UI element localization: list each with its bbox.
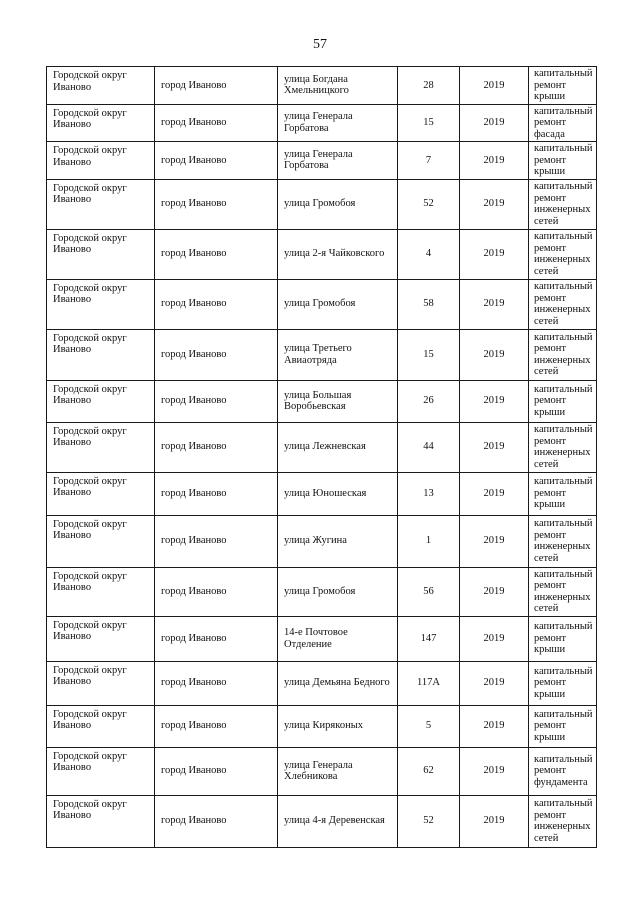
- year-cell: 2019: [460, 179, 529, 229]
- work-type-cell: капитальный ремонт крыши: [529, 661, 597, 705]
- house-number-cell: 52: [398, 795, 460, 847]
- page-number: 57: [313, 37, 327, 52]
- work-type-cell: капитальный ремонт фундамента: [529, 747, 597, 795]
- work-type-cell: капитальный ремонт крыши: [529, 705, 597, 747]
- house-number-cell: 117А: [398, 661, 460, 705]
- year-cell: 2019: [460, 229, 529, 279]
- table-row: [47, 616, 597, 661]
- table-row: [47, 795, 597, 847]
- district-cell: Городской округ Иваново: [47, 229, 155, 279]
- street-cell: улица Третьего Авиаотряда: [278, 329, 398, 380]
- table-row: [47, 661, 597, 705]
- street-cell: улица Генерала Горбатова: [278, 104, 398, 142]
- work-type-cell: капитальный ремонт крыши: [529, 472, 597, 515]
- table-body: [47, 67, 597, 848]
- house-number-cell: 15: [398, 104, 460, 142]
- year-cell: 2019: [460, 380, 529, 422]
- city-cell: город Иваново: [155, 616, 278, 661]
- table-row: [47, 567, 597, 616]
- city-cell: город Иваново: [155, 795, 278, 847]
- year-cell: 2019: [460, 515, 529, 567]
- city-cell: город Иваново: [155, 422, 278, 472]
- work-type-cell: капитальный ремонт крыши: [529, 616, 597, 661]
- house-number-cell: 13: [398, 472, 460, 515]
- year-cell: 2019: [460, 661, 529, 705]
- house-number-cell: 58: [398, 279, 460, 329]
- district-cell: Городской округ Иваново: [47, 747, 155, 795]
- district-cell: Городской округ Иваново: [47, 104, 155, 142]
- table-row: [47, 747, 597, 795]
- district-cell: Городской округ Иваново: [47, 567, 155, 616]
- city-cell: город Иваново: [155, 142, 278, 180]
- year-cell: 2019: [460, 747, 529, 795]
- city-cell: город Иваново: [155, 380, 278, 422]
- street-cell: улица Большая Воробьевская: [278, 380, 398, 422]
- house-number-cell: 26: [398, 380, 460, 422]
- table-row: [47, 515, 597, 567]
- table-row: [47, 380, 597, 422]
- year-cell: 2019: [460, 616, 529, 661]
- house-number-cell: 1: [398, 515, 460, 567]
- district-cell: Городской округ Иваново: [47, 422, 155, 472]
- table-row: [47, 67, 597, 105]
- year-cell: 2019: [460, 67, 529, 105]
- work-type-cell: капитальный ремонт фасада: [529, 104, 597, 142]
- street-cell: улица Киряконых: [278, 705, 398, 747]
- district-cell: Городской округ Иваново: [47, 380, 155, 422]
- house-number-cell: 28: [398, 67, 460, 105]
- street-cell: улица Громобоя: [278, 567, 398, 616]
- year-cell: 2019: [460, 795, 529, 847]
- table-row: [47, 104, 597, 142]
- house-number-cell: 62: [398, 747, 460, 795]
- table-row: [47, 329, 597, 380]
- year-cell: 2019: [460, 472, 529, 515]
- district-cell: Городской округ Иваново: [47, 179, 155, 229]
- work-type-cell: капитальный ремонт крыши: [529, 142, 597, 180]
- street-cell: улица Лежневская: [278, 422, 398, 472]
- street-cell: улица 2-я Чайковского: [278, 229, 398, 279]
- work-type-cell: капитальный ремонт инженерных сетей: [529, 515, 597, 567]
- street-cell: 14-е Почтовое Отделение: [278, 616, 398, 661]
- year-cell: 2019: [460, 329, 529, 380]
- district-cell: Городской округ Иваново: [47, 616, 155, 661]
- work-type-cell: капитальный ремонт крыши: [529, 380, 597, 422]
- city-cell: город Иваново: [155, 567, 278, 616]
- district-cell: Городской округ Иваново: [47, 142, 155, 180]
- work-type-cell: капитальный ремонт инженерных сетей: [529, 229, 597, 279]
- house-number-cell: 52: [398, 179, 460, 229]
- table-row: [47, 279, 597, 329]
- year-cell: 2019: [460, 567, 529, 616]
- work-type-cell: капитальный ремонт инженерных сетей: [529, 567, 597, 616]
- city-cell: город Иваново: [155, 747, 278, 795]
- work-type-cell: капитальный ремонт инженерных сетей: [529, 422, 597, 472]
- street-cell: улица Громобоя: [278, 279, 398, 329]
- year-cell: 2019: [460, 422, 529, 472]
- table-row: [47, 142, 597, 180]
- city-cell: город Иваново: [155, 229, 278, 279]
- city-cell: город Иваново: [155, 661, 278, 705]
- city-cell: город Иваново: [155, 329, 278, 380]
- house-number-cell: 5: [398, 705, 460, 747]
- work-type-cell: капитальный ремонт инженерных сетей: [529, 279, 597, 329]
- table-row: [47, 705, 597, 747]
- district-cell: Городской округ Иваново: [47, 279, 155, 329]
- street-cell: улица Юношеская: [278, 472, 398, 515]
- year-cell: 2019: [460, 279, 529, 329]
- street-cell: улица Генерала Горбатова: [278, 142, 398, 180]
- district-cell: Городской округ Иваново: [47, 472, 155, 515]
- street-cell: улица 4-я Деревенская: [278, 795, 398, 847]
- house-number-cell: 147: [398, 616, 460, 661]
- house-number-cell: 56: [398, 567, 460, 616]
- city-cell: город Иваново: [155, 279, 278, 329]
- street-cell: улица Генерала Хлебникова: [278, 747, 398, 795]
- year-cell: 2019: [460, 104, 529, 142]
- street-cell: улица Громобоя: [278, 179, 398, 229]
- district-cell: Городской округ Иваново: [47, 705, 155, 747]
- city-cell: город Иваново: [155, 104, 278, 142]
- city-cell: город Иваново: [155, 472, 278, 515]
- year-cell: 2019: [460, 705, 529, 747]
- work-type-cell: капитальный ремонт инженерных сетей: [529, 329, 597, 380]
- city-cell: город Иваново: [155, 705, 278, 747]
- street-cell: улица Жугина: [278, 515, 398, 567]
- district-cell: Городской округ Иваново: [47, 329, 155, 380]
- table-row: [47, 179, 597, 229]
- street-cell: улица Демьяна Бедного: [278, 661, 398, 705]
- work-type-cell: капитальный ремонт инженерных сетей: [529, 179, 597, 229]
- district-cell: Городской округ Иваново: [47, 795, 155, 847]
- house-number-cell: 4: [398, 229, 460, 279]
- city-cell: город Иваново: [155, 515, 278, 567]
- table-row: [47, 422, 597, 472]
- work-type-cell: капитальный ремонт инженерных сетей: [529, 795, 597, 847]
- district-cell: Городской округ Иваново: [47, 661, 155, 705]
- table-row: [47, 229, 597, 279]
- district-cell: Городской округ Иваново: [47, 515, 155, 567]
- table-row: [47, 472, 597, 515]
- housing-repair-table: [46, 66, 597, 848]
- year-cell: 2019: [460, 142, 529, 180]
- work-type-cell: капитальный ремонт крыши: [529, 67, 597, 105]
- house-number-cell: 15: [398, 329, 460, 380]
- district-cell: Городской округ Иваново: [47, 67, 155, 105]
- house-number-cell: 44: [398, 422, 460, 472]
- city-cell: город Иваново: [155, 67, 278, 105]
- house-number-cell: 7: [398, 142, 460, 180]
- street-cell: улица Богдана Хмельницкого: [278, 67, 398, 105]
- city-cell: город Иваново: [155, 179, 278, 229]
